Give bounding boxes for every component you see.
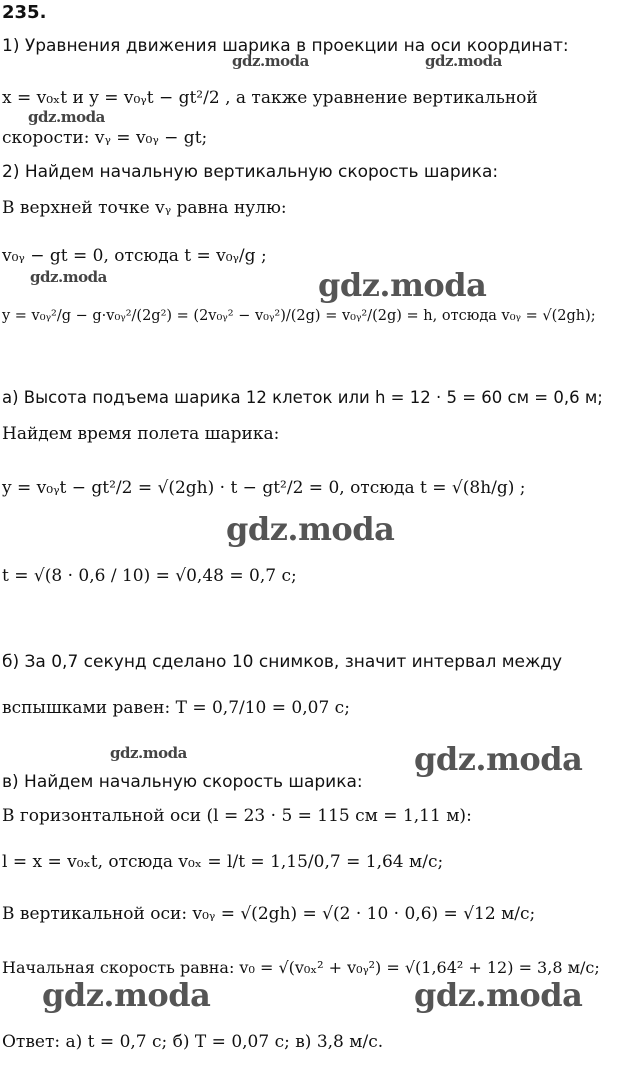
watermark: gdz.moda <box>42 976 211 1014</box>
line-17-vy: В вертикальной оси: v₀ᵧ = √(2gh) = √(2 · 10 · 0,6) = √12 м/с; <box>2 904 536 924</box>
watermark: gdz.moda <box>318 266 487 304</box>
line-19-answer: Ответ: а) t = 0,7 с; б) T = 0,07 с; в) 3,8 м/с. <box>2 1032 384 1052</box>
line-6-time-eq: v₀ᵧ − gt = 0, отсюда t = v₀ᵧ/g ; <box>2 246 267 266</box>
line-5-top-point: В верхней точке vᵧ равна нулю: <box>2 198 287 218</box>
line-9-flight-time: Найдем время полета шарика: <box>2 424 280 444</box>
line-8-part-a: а) Высота подъема шарика 12 клеток или h = 12 · 5 = 60 см = 0,6 м; <box>2 388 603 407</box>
watermark: gdz.moda <box>414 740 583 778</box>
watermark: gdz.moda <box>30 268 107 286</box>
watermark: gdz.moda <box>110 744 187 762</box>
line-16-vx: l = x = v₀ₓt, отсюда v₀ₓ = l/t = 1,15/0,7 = 1,64 м/с; <box>2 852 444 872</box>
line-11-time-value: t = √(8 · 0,6 / 10) = √0,48 = 0,7 с; <box>2 566 297 586</box>
line-2-equations: x = v₀ₓt и y = v₀ᵧt − gt²/2 , а также уравнение вертикальной <box>2 88 538 108</box>
watermark: gdz.moda <box>226 510 395 548</box>
watermark: gdz.moda <box>232 52 309 70</box>
line-4-step2: 2) Найдем начальную вертикальную скорость шарика: <box>2 162 499 182</box>
line-14-part-c: в) Найдем начальную скорость шарика: <box>2 772 363 792</box>
line-1-heading: 1) Уравнения движения шарика в проекции на оси координат: <box>2 36 569 56</box>
line-3-velocity: скорости: vᵧ = v₀ᵧ − gt; <box>2 128 208 148</box>
line-13-interval: вспышками равен: T = 0,7/10 = 0,07 с; <box>2 698 350 718</box>
watermark: gdz.moda <box>28 108 105 126</box>
line-7-height-eq: y = v₀ᵧ²/g − g·v₀ᵧ²/(2g²) = (2v₀ᵧ² − v₀ᵧ²)/(2g) = v₀ᵧ²/(2g) = h, отсюда v₀ᵧ = √(2gh); <box>2 308 596 324</box>
line-15-horizontal: В горизонтальной оси (l = 23 · 5 = 115 см = 1,11 м): <box>2 806 472 826</box>
line-18-v0: Начальная скорость равна: v₀ = √(v₀ₓ² + v₀ᵧ²) = √(1,64² + 12) = 3,8 м/с; <box>2 958 600 977</box>
problem-number: 235. <box>2 2 47 23</box>
watermark: gdz.moda <box>414 976 583 1014</box>
line-10-time-eq: y = v₀ᵧt − gt²/2 = √(2gh) · t − gt²/2 = 0, отсюда t = √(8h/g) ; <box>2 478 526 498</box>
watermark: gdz.moda <box>425 52 502 70</box>
line-12-part-b: б) За 0,7 секунд сделано 10 снимков, значит интервал между <box>2 652 563 672</box>
